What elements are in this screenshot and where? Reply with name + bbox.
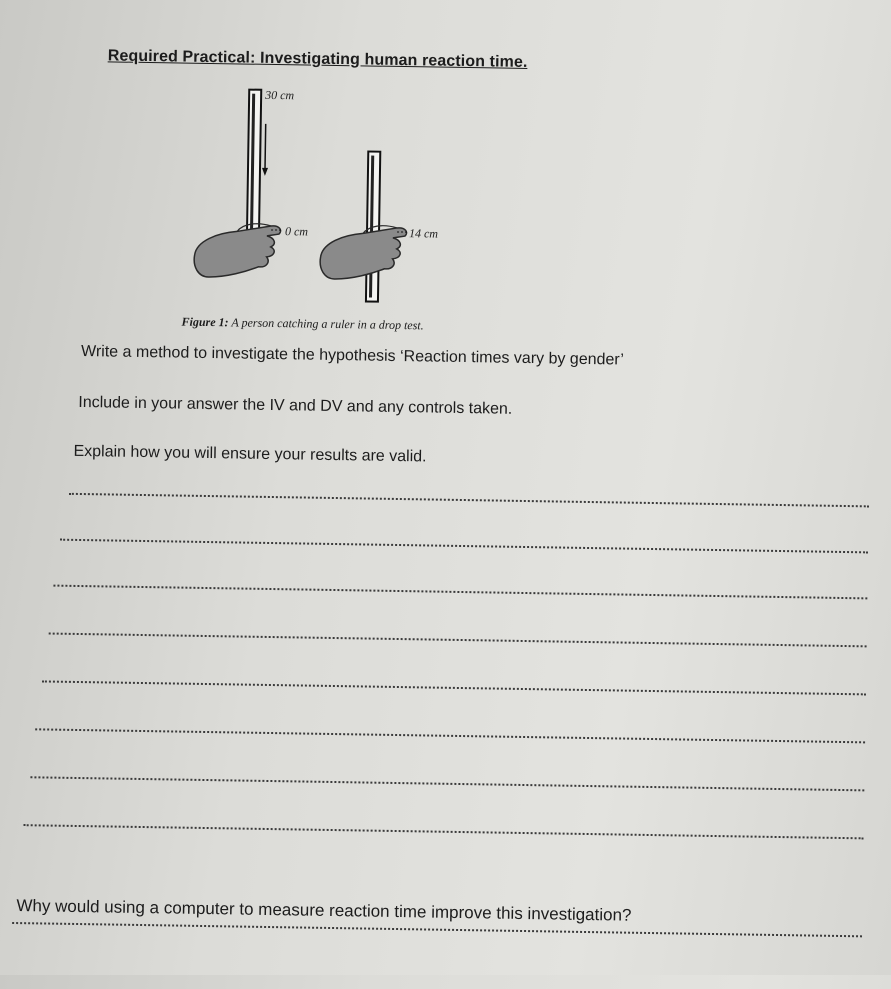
answer-line[interactable] (24, 824, 864, 839)
caption-prefix: Figure 1: (181, 315, 228, 330)
question-computer: Why would using a computer to measure reaction time improve this investigation? (16, 896, 631, 926)
question-variables: Include in your answer the IV and DV and any controls taken. (78, 394, 512, 419)
answer-line[interactable] (53, 585, 867, 600)
answer-line[interactable] (49, 633, 867, 648)
question-validity: Explain how you will ensure your results are valid. (73, 443, 426, 467)
worksheet-title: Required Practical: Investigating human reaction time. (108, 47, 528, 72)
question-method: Write a method to investigate the hypothesis ‘Reaction times vary by gender’ (81, 343, 624, 370)
answer-line[interactable] (60, 539, 868, 554)
answer-line[interactable] (69, 493, 869, 508)
answer-line[interactable] (30, 776, 864, 791)
answer-line[interactable] (35, 728, 865, 743)
answer-line[interactable] (42, 680, 866, 695)
ruler-drop-illustration (186, 83, 460, 327)
ruler-drop-figure (186, 83, 460, 327)
figure-caption (181, 315, 423, 334)
label-14cm: 14 cm (409, 226, 438, 241)
label-0cm: 0 cm (285, 224, 308, 239)
label-30cm: 30 cm (265, 88, 294, 103)
caption-text: A person catching a ruler in a drop test. (231, 315, 424, 332)
answer-line[interactable] (12, 922, 862, 937)
